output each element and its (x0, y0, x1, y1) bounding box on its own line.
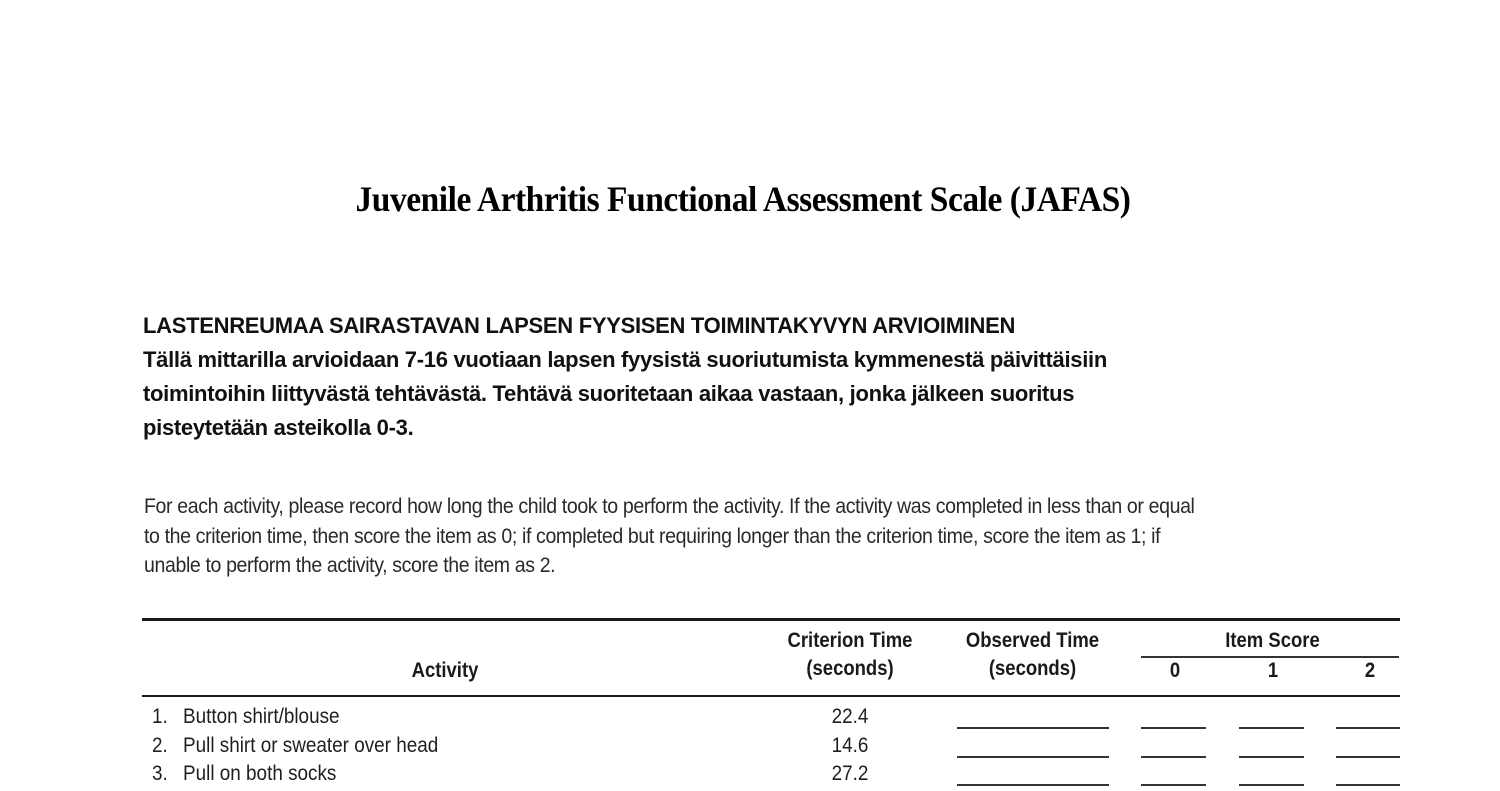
score-0-blank[interactable] (1141, 727, 1206, 729)
header-observed-label: Observed Time (965, 629, 1100, 652)
row-number: 1. (152, 705, 168, 728)
score-0-blank[interactable] (1141, 784, 1206, 786)
header-score-2: 2 (1364, 659, 1376, 682)
header-observed-unit: (seconds) (988, 657, 1077, 680)
score-2-blank[interactable] (1336, 784, 1400, 786)
header-criterion-label: Criterion Time (787, 629, 913, 652)
row-number: 2. (152, 734, 168, 757)
header-item-score: Item Score (1225, 629, 1320, 652)
document-title: Juvenile Arthritis Functional Assessment Scale (JAFAS) (355, 179, 1131, 219)
header-score-0: 0 (1169, 659, 1181, 682)
row-activity: Button shirt/blouse (183, 705, 340, 728)
observed-time-blank[interactable] (957, 727, 1109, 729)
score-1-blank[interactable] (1239, 784, 1304, 786)
header-observed-time (951, 627, 1114, 683)
row-activity: Pull on both socks (183, 762, 337, 785)
table-row (0, 762, 1500, 791)
row-activity: Pull shirt or sweater over head (183, 734, 439, 757)
score-1-blank[interactable] (1239, 727, 1304, 729)
score-2-blank[interactable] (1336, 756, 1400, 758)
observed-time-blank[interactable] (957, 784, 1109, 786)
finnish-description (143, 309, 1293, 445)
table-row (0, 734, 1500, 763)
table-row (0, 705, 1500, 734)
score-2-blank[interactable] (1336, 727, 1400, 729)
finnish-heading: LASTENREUMAA SAIRASTAVAN LAPSEN FYYSISEN TOIMINTAKYVYN ARVIOIMINEN (143, 313, 1016, 338)
instructions-paragraph (144, 492, 1318, 581)
score-0-blank[interactable] (1141, 756, 1206, 758)
table-top-rule (142, 618, 1400, 621)
instruction-line: to the criterion time, then score the item as 0; if completed but requiring longer than the criterion time, score the item as 1; if (144, 524, 1161, 548)
finnish-line: pisteytetään asteikolla 0-3. (143, 415, 414, 440)
observed-time-blank[interactable] (957, 756, 1109, 758)
row-criterion-time: 22.4 (831, 705, 869, 728)
score-1-blank[interactable] (1239, 756, 1304, 758)
finnish-line: toimintoihin liittyvästä tehtävästä. Tehtävä suoritetaan aikaa vastaan, jonka jälkeen suoritus (143, 381, 1075, 406)
header-score-1: 1 (1267, 659, 1279, 682)
table-header-rule (142, 695, 1400, 697)
instruction-line: unable to perform the activity, score the item as 2. (144, 554, 556, 577)
row-criterion-time: 14.6 (831, 734, 869, 757)
finnish-line: Tällä mittarilla arvioidaan 7-16 vuotiaan lapsen fyysistä suoriutumista kymmenestä päivittäisiin (143, 347, 1108, 372)
row-number: 3. (152, 762, 168, 785)
header-activity: Activity (411, 659, 479, 682)
header-criterion-time (771, 627, 929, 683)
header-criterion-unit: (seconds) (806, 657, 894, 680)
row-criterion-time: 27.2 (831, 762, 869, 785)
instruction-line: For each activity, please record how long the child took to perform the activity. If the activity was completed in less than or equal (144, 495, 1195, 518)
